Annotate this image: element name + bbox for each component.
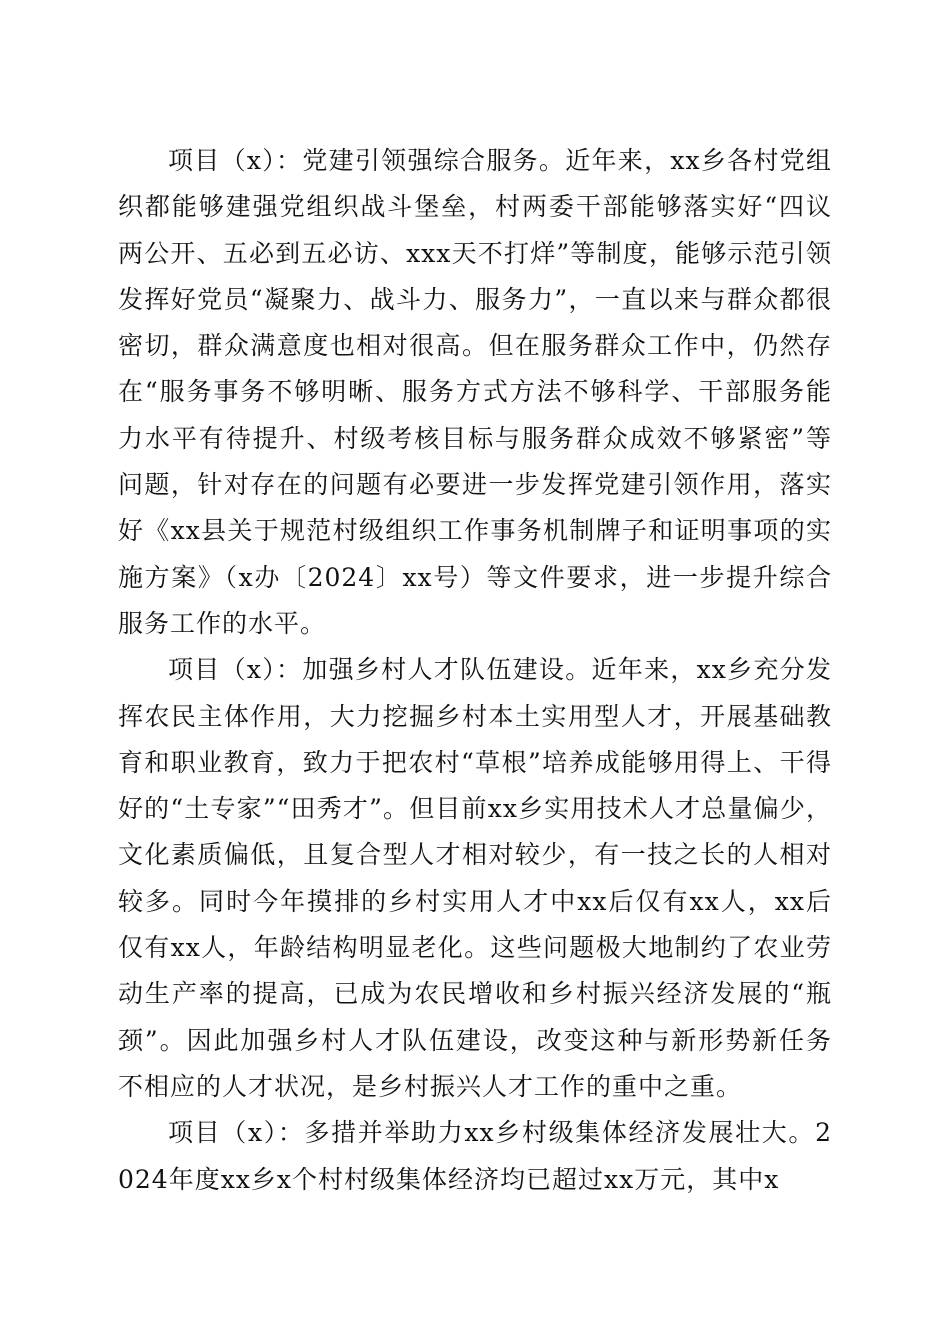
document-page — [118, 138, 832, 1203]
paragraph-collective-economy: 项目（x）：多措并举助力xx乡村级集体经济发展壮大。2024年度xx乡x个村村级集体经济均已超过xx万元，其中x — [118, 1118, 832, 1194]
paragraph-party-building: 项目（x）：党建引领强综合服务。近年来，xx乡各村党组织都能够建强党组织战斗堡垒，村两委干部能够落实好“四议两公开、五必到五必访、xxx天不打烊”等制度，能够示范引领发挥好党员“凝聚力、战斗力、服务力”，一直以来与群众都很密切，群众满意度也相对很高。但在服务群众工作中，仍然存在“服务事务不够明晰、服务方式方法不够科学、干部服务能力水平有待提升、村级考核目标与服务群众成效不够紧密”等问题，针对存在的问题有必要进一步发挥党建引领作用，落实好《xx县关于规范村级组织工作事务机制牌子和证明事项的实施方案》（x办〔2024〕xx号）等文件要求，进一步提升综合服务工作的水平。 — [118, 146, 832, 638]
paragraph-rural-talent: 项目（x）：加强乡村人才队伍建设。近年来，xx乡充分发挥农民主体作用，大力挖掘乡村本土实用型人才，开展基础教育和职业教育，致力于把农村“草根”培养成能够用得上、干得好的“土专家”“田秀才”。但目前xx乡实用技术人才总量偏少，文化素质偏低，且复合型人才相对较少，有一技之长的人相对较多。同时今年摸排的乡村实用人才中xx后仅有xx人，xx后仅有xx人，年龄结构明显老化。这些问题极大地制约了农业劳动生产率的提高，已成为农民增收和乡村振兴经济发展的“瓶颈”。因此加强乡村人才队伍建设，改变这种与新形势新任务不相应的人才状况，是乡村振兴人才工作的重中之重。 — [118, 655, 832, 1101]
